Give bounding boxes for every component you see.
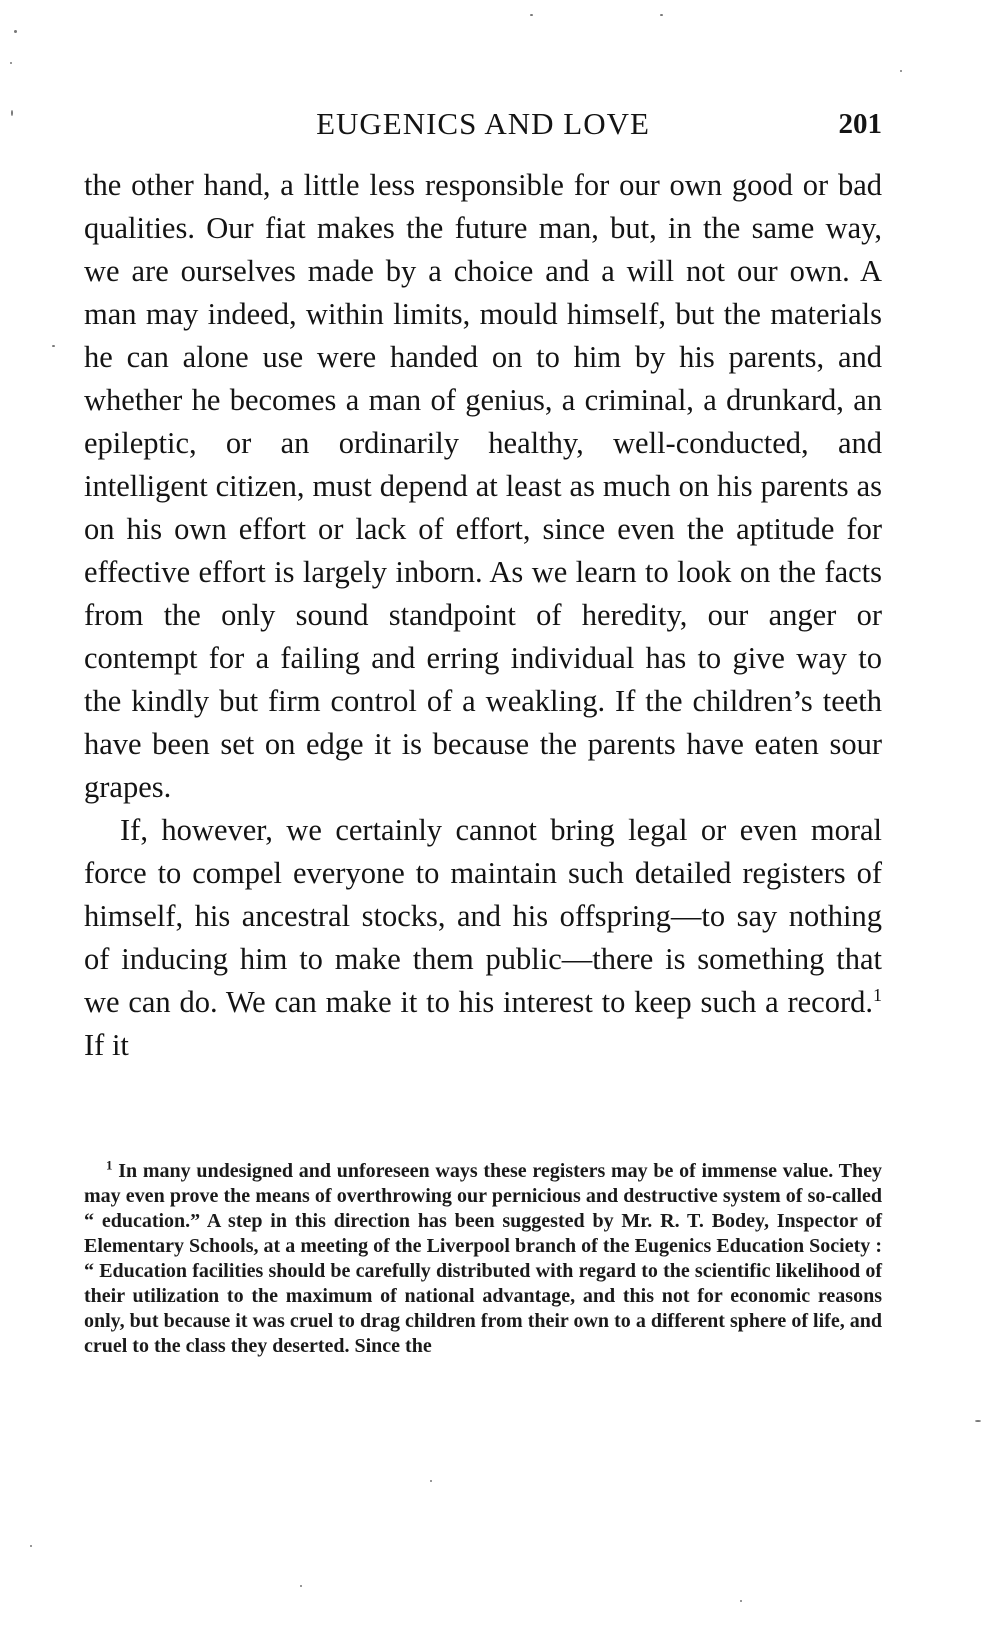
scan-speck (30, 1545, 32, 1547)
footnote-reference: 1 (873, 984, 882, 1005)
footnote-paragraph (84, 1159, 882, 1359)
scan-speck (52, 345, 55, 347)
scan-speck (14, 30, 17, 33)
footnote (84, 1159, 882, 1359)
paragraph-2-text: If, however, we certainly cannot bring legal or even moral force to compel everyone to maintain such detailed registers of himself, his ancestral stocks, and his offspring—to say nothing of inducing him to make them public—there is something that we can do. We can make it to his interest to keep such a record. (84, 813, 882, 1019)
paragraph-2 (84, 809, 882, 1067)
page-number: 201 (838, 108, 882, 140)
scan-speck (740, 1600, 742, 1602)
scan-speck (10, 62, 12, 64)
scan-speck (430, 1480, 432, 1482)
footnote-marker: 1 (106, 1157, 113, 1173)
running-title: EUGENICS AND LOVE (316, 106, 650, 141)
scan-speck (11, 110, 13, 116)
page-header (84, 106, 882, 146)
scan-speck (660, 14, 663, 16)
footnote-text: In many undesigned and unforeseen ways these registers may be of immense value. They may even prove the means of overthrowing our pernicious and destructive system of so-called “ education.” A step in this direction has been suggested by Mr. R. T. Bodey, Inspector of Elementary Schools, at a meeting of the Liverpool branch of the Eugenics Education Society : “ Education facilities should be carefully distributed with regard to the scientific likelihood of their utilization to the maximum of national advantage, and this not for economic reasons only, but because it was cruel to drag children from their own to a different sphere of life, and cruel to the class they deserted. Since the (84, 1160, 882, 1357)
scan-speck (900, 70, 902, 72)
scan-speck (530, 14, 533, 16)
paragraph-2-tail: If it (84, 1028, 129, 1062)
scan-speck (975, 1420, 981, 1422)
paragraph-1: the other hand, a little less responsible for our own good or bad qualities. Our fiat makes the future man, but, in the same way, we are ourselves made by a choice and a will not our own. A man may indeed, within limits, mould himself, but the materials he can alone use were handed on to him by his parents, and whether he becomes a man of genius, a criminal, a drunkard, an epileptic, or an ordinarily healthy, well-conducted, and intelligent citizen, must depend at least as much on his parents as on his own effort or lack of effort, since even the aptitude for effective effort is largely inborn. As we learn to look on the facts from the only sound standpoint of heredity, our anger or contempt for a failing and erring individual has to give way to the kindly but firm control of a weakling. If the children’s teeth have been set on edge it is because the parents have eaten sour grapes. (84, 168, 882, 804)
body-text (84, 164, 882, 1067)
scan-speck (300, 1585, 302, 1587)
